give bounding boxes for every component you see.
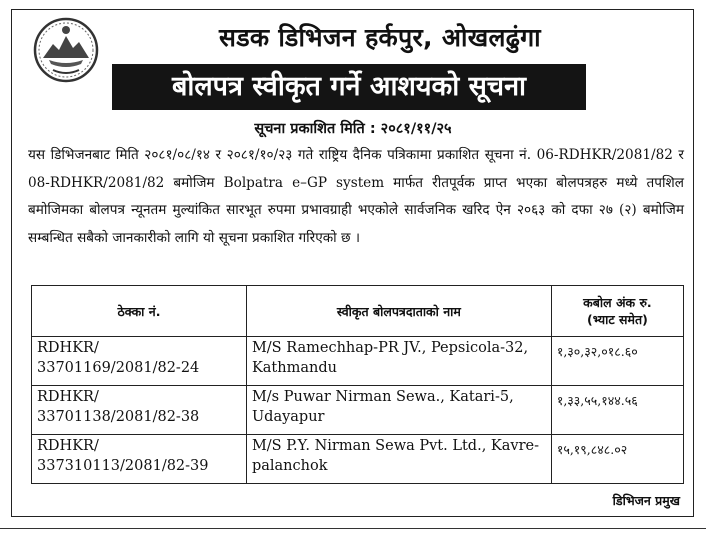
table-row (32, 435, 684, 484)
contract-cell (32, 337, 247, 386)
contract-text: 337310113/2081/82-39 (37, 458, 209, 474)
bidder-cell (246, 435, 551, 484)
bidder-text: M/s Puwar Nirman Sewa., Katari-5, (251, 389, 514, 405)
published-date: सूचना प्रकाशित मिति : २०८१/११/२५ (254, 121, 452, 137)
bidder-text: palanchok (251, 458, 328, 474)
bidder-cell (246, 337, 551, 386)
contract-text: RDHKR/ (37, 389, 99, 405)
contract-text: 33701138/2081/82-38 (37, 409, 200, 425)
bidder-text: Udayapur (251, 409, 325, 425)
header-amount-line2: (भ्याट समेत) (586, 312, 648, 327)
notice-title: बोलपत्र स्वीकृत गर्ने आशयको सूचना (112, 64, 586, 110)
header-bidder-name: स्वीकृत बोलपत्रदाताको नाम (246, 286, 551, 337)
contract-text: 33701169/2081/82-24 (37, 360, 200, 376)
table-row (32, 386, 684, 435)
signature: डिभिजन प्रमुख (612, 493, 680, 508)
contract-cell (32, 386, 247, 435)
approved-bids-table (31, 285, 684, 484)
header-amount-line1: कबोल अंक रु. (583, 295, 652, 310)
contract-cell (32, 435, 247, 484)
header-contract-number: ठेक्का नं. (32, 286, 247, 337)
nepal-emblem-icon (31, 14, 101, 84)
amount-cell: १,३०,३२,०१८.६० (551, 337, 683, 386)
office-name: सडक डिभिजन हर्कपुर, ओखलढुंगा (219, 23, 541, 52)
table-row (32, 337, 684, 386)
bottom-rule (0, 528, 706, 529)
amount-cell: १,३३,५५,१४४.५६ (551, 386, 683, 435)
contract-text: RDHKR/ (37, 438, 99, 454)
amount-cell: १५,१९,८४८.०२ (551, 435, 683, 484)
bidder-text: M/S P.Y. Nirman Sewa Pvt. Ltd., Kavre- (251, 438, 539, 454)
bidder-text: M/S Ramechhap-PR JV., Pepsicola-32, (251, 340, 529, 356)
bidder-text: Kathmandu (251, 360, 337, 376)
notice-body: यस डिभिजनबाट मिति २०८१/०८/१४ र २०८१/१०/२३ गते राष्ट्रिय दैनिक पत्रिकामा प्रकाशित सूचना नं. 06-RDHKR/2081/82 र 08-RDHKR/2081/82 बमोजिम Bolpatra e–GP system मार्फत रीतपूर्वक प्राप्त भएका बोलपत्रहरु मध्ये तपशिल बमोजिमका बोलपत्र न्यूनतम मुल्यांकित सारभूत रुपमा प्रभावग्राही भएकोले सार्वजनिक खरिद ऐन २०६३ को दफा २७ (२) बमोजिम सम्बन्धित सबैको जानकारीको लागि यो सूचना प्रकाशित गरिएको छ । (28, 147, 684, 246)
header-bid-amount (551, 286, 683, 337)
contract-text: RDHKR/ (37, 340, 99, 356)
bidder-cell (246, 386, 551, 435)
table-header-row (32, 286, 684, 337)
